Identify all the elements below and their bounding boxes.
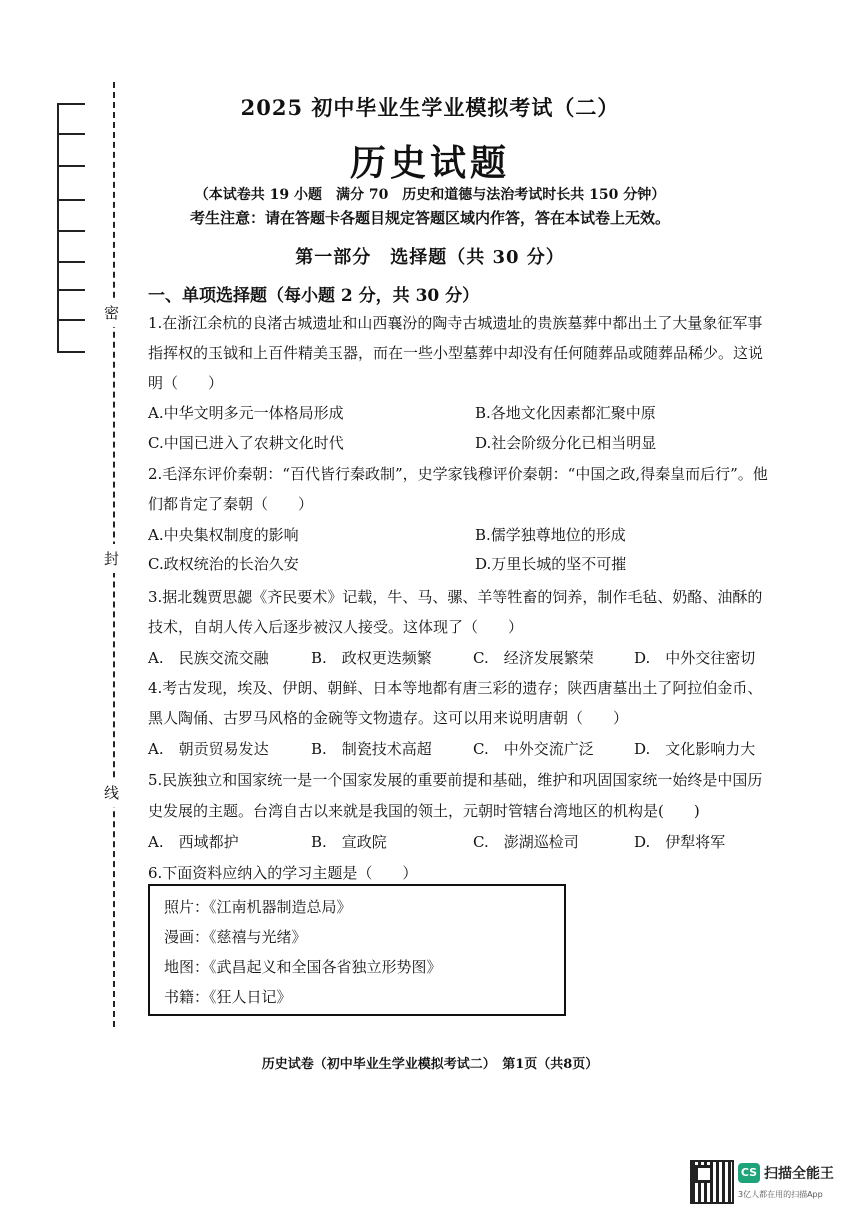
qr-code [690,1160,734,1204]
question-2-option-a: A.中央集权制度的影响 [148,526,299,544]
material-map: 地图：《武昌起义和全国各省独立形势图》 [164,958,442,976]
question-1-option-c: C.中国已进入了农耕文化时代 [148,434,344,452]
question-2-option-d: D.万里长城的坚不可摧 [475,555,627,573]
question-2-line-1: 2.毛泽东评价秦朝：“百代皆行秦政制”，史学家钱穆评价秦朝：“中国之政,得秦皇而后行”。他 [148,465,768,483]
seal-char-mi: 密 [104,298,119,327]
section-heading: 一、单项选择题（每小题 2 分，共 30 分） [148,286,480,306]
question-5-option-a: A. 西域都护 [148,833,239,851]
question-4-line-2: 黑人陶俑、古罗马风格的金碗等文物遗存。这可以用来说明唐朝（ ） [148,709,629,727]
question-5-option-b: B. 宣政院 [311,833,387,851]
question-5-option-c: C. 澎湖巡检司 [473,833,579,851]
question-1-option-a: A.中华文明多元一体格局形成 [148,404,344,422]
question-2-option-c: C.政权统治的长治久安 [148,555,299,573]
question-2-option-b: B.儒学独尊地位的形成 [475,526,626,544]
question-6-material-box [148,884,566,1016]
question-1-line-3: 明（ ） [148,374,224,392]
material-photo: 照片：《江南机器制造总局》 [164,898,352,916]
material-cartoon: 漫画：《慈禧与光绪》 [164,928,307,946]
subject-title: 历史试题 [349,142,510,184]
question-3-option-a: A. 民族交流交融 [148,649,269,667]
question-3-option-b: B. 政权更迭频繁 [311,649,432,667]
page-footer: 历史试卷（初中毕业生学业模拟考试二） 第1页（共8页） [261,1057,599,1072]
camscanner-tagline: 3亿人都在用的扫描App [738,1190,823,1199]
question-4-option-b: B. 制瓷技术高超 [311,740,432,758]
question-4-option-d: D. 文化影响力大 [634,740,756,758]
exam-info: （本试卷共 19 小题 满分 70 历史和道德与法治考试时长共 150 分钟） [194,187,666,203]
question-6-line-1: 6.下面资料应纳入的学习主题是（ ） [148,864,418,882]
camscanner-logo-icon: CS [738,1163,760,1183]
seal-char-xian: 线 [104,778,119,807]
question-1-option-b: B.各地文化因素都汇聚中原 [475,404,656,422]
exam-notice: 考生注意：请在答题卡各题目规定答题区域内作答，答在本试卷上无效。 [189,209,670,227]
question-5-line-2: 史发展的主题。台湾自古以来就是我国的领土，元朝时管辖台湾地区的机构是( ) [148,802,700,820]
question-5-line-1: 5.民族独立和国家统一是一个国家发展的重要前提和基础，维护和巩固国家统一始终是中国历 [148,771,763,789]
question-3-option-c: C. 经济发展繁荣 [473,649,594,667]
question-3-option-d: D. 中外交往密切 [634,649,756,667]
question-3-line-1: 3.据北魏贾思勰《齐民要术》记载，牛、马、骡、羊等牲畜的饲养，制作毛毡、奶酪、油酥的 [148,588,763,606]
question-4-line-1: 4.考古发现，埃及、伊朗、朝鲜、日本等地都有唐三彩的遗存；陕西唐墓出土了阿拉伯金币、 [148,679,763,697]
question-4-option-a: A. 朝贡贸易发达 [148,740,269,758]
exam-title: 2025 初中毕业生学业模拟考试（二） [240,95,620,120]
seal-char-feng: 封 [104,544,119,573]
question-3-line-2: 技术，自胡人传入后逐步被汉人接受。这体现了（ ） [148,618,524,636]
part-heading: 第一部分 选择题（共 30 分） [295,247,565,268]
question-1-line-2: 指挥权的玉钺和上百件精美玉器，而在一些小型墓葬中却没有任何随葬品或随葬品稀少。这说 [148,344,764,362]
camscanner-name: 扫描全能王 [764,1166,834,1182]
question-2-line-2: 们都肯定了秦朝（ ） [148,495,314,513]
question-1-option-d: D.社会阶级分化已相当明显 [475,434,657,452]
question-4-option-c: C. 中外交流广泛 [473,740,594,758]
question-5-option-d: D. 伊犁将军 [634,833,726,851]
material-book: 书籍：《狂人日记》 [164,988,292,1006]
question-1-line-1: 1.在浙江余杭的良渚古城遗址和山西襄汾的陶寺古城遗址的贵族墓葬中都出土了大量象征军事 [148,314,763,332]
